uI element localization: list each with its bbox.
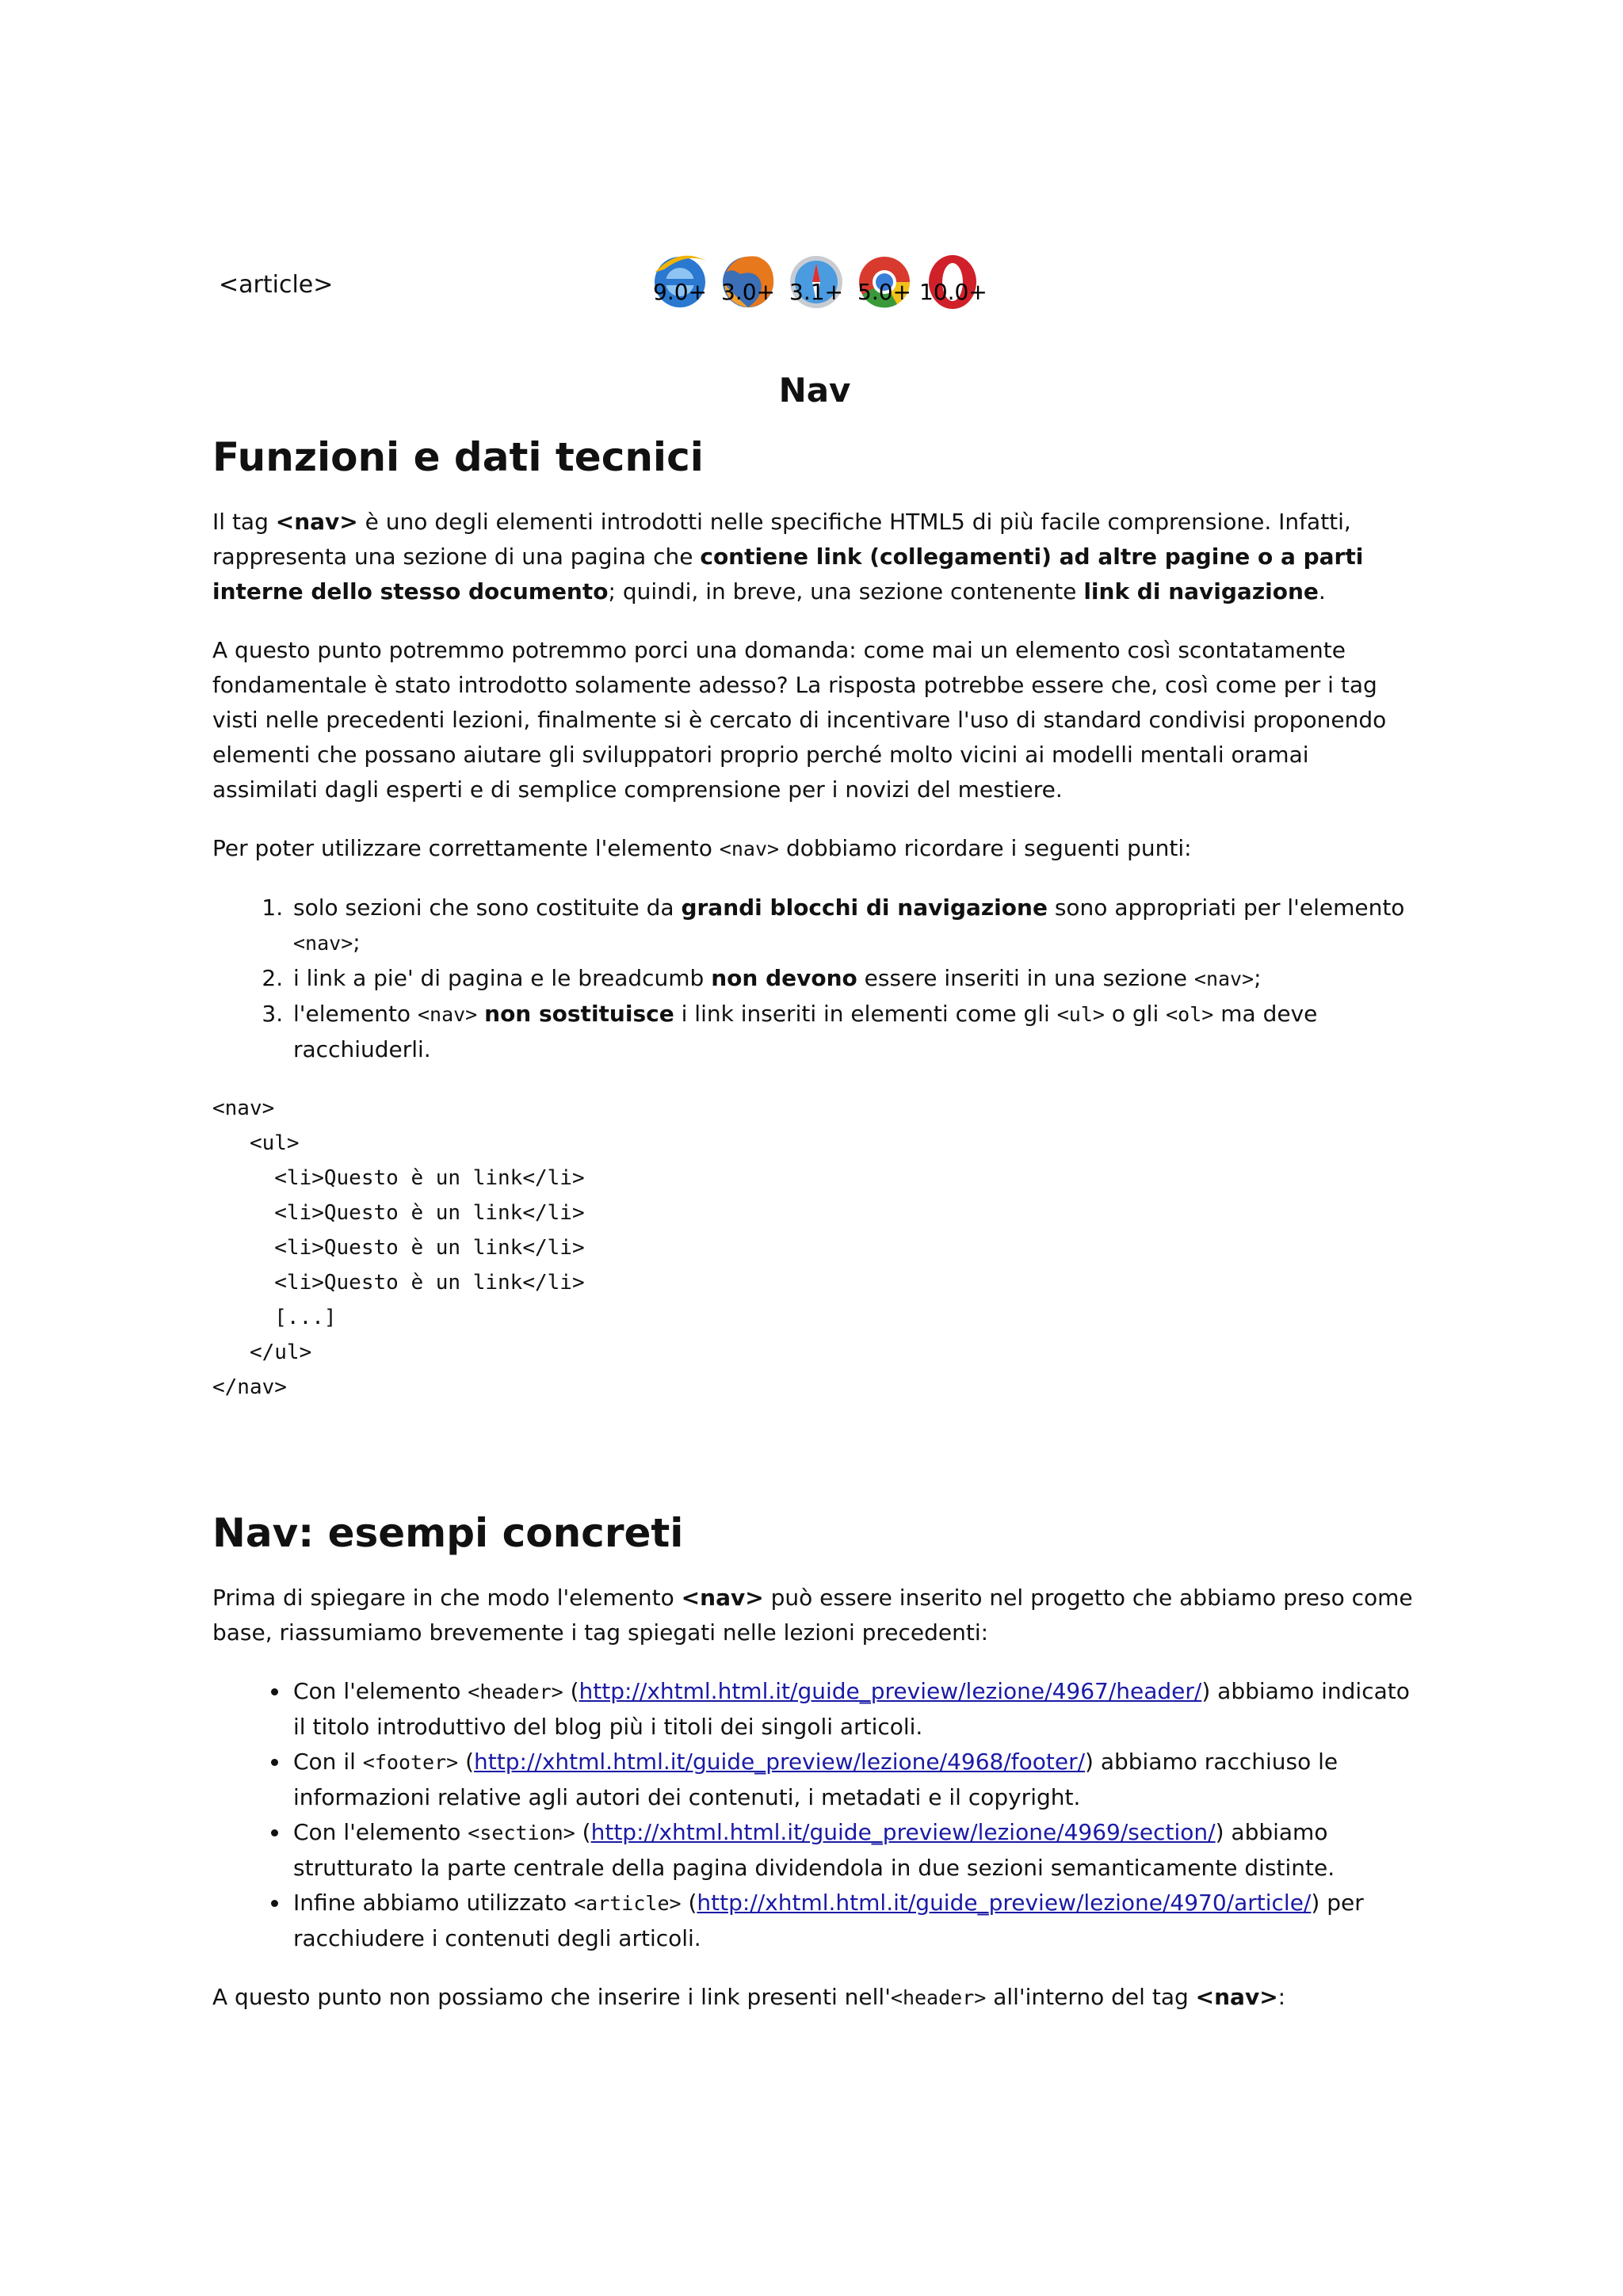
browser-ie	[647, 244, 713, 317]
recap-paragraph: Prima di spiegare in che modo l'elemento <nav> può essere inserito nel progetto che abbiamo preso come base, riassumiamo brevemente i tag spiegati nelle lezioni precedenti:	[212, 1585, 1413, 1646]
ie-version: 9.0+	[653, 279, 707, 305]
closing-paragraph: A questo punto non possiamo che inserire i link presenti nell'<header> all'interno del tag <nav>:	[212, 1984, 1286, 2010]
list-item: • Con il <footer> (http://xhtml.html.it/guide_preview/lezione/4968/footer/) abbiamo racchiuso le informazioni relative agli autori dei contenuti, i metadati e il copyright.	[290, 1745, 1417, 1815]
browser-firefox	[715, 244, 781, 317]
top-navigation-bar	[212, 238, 1417, 317]
safari-version: 3.1+	[789, 279, 843, 305]
section-heading-funzioni: Funzioni e dati tecnici	[212, 434, 704, 480]
rules-list	[212, 891, 1417, 1067]
list-item: 1. solo sezioni che sono costituite da grandi blocchi di navigazione sono appropriati per l'elemento <nav>;	[290, 891, 1417, 961]
firefox-version: 3.0+	[721, 279, 775, 305]
list-item: 2. i link a pie' di pagina e le breadcumb non devono essere inseriti in una sezione <nav>;	[290, 961, 1417, 997]
browser-safari	[783, 244, 850, 317]
code-example: <nav> <ul> <li>Questo è un link</li> <li>Questo è un link</li> <li>Questo è un link</li> <li>Questo è un link</li> [...] </ul> </nav>	[212, 1097, 585, 1399]
list-item: 3. l'elemento <nav> non sostituisce i link inseriti in elementi come gli <ul> o gli <ol> ma deve racchiuderli.	[290, 997, 1417, 1067]
usage-paragraph: Per poter utilizzare correttamente l'elemento <nav> dobbiamo ricordare i seguenti punti:	[212, 835, 1192, 861]
footer-lesson-link[interactable]: http://xhtml.html.it/guide_preview/lezione/4968/footer/	[474, 1749, 1086, 1775]
header-lesson-link[interactable]: http://xhtml.html.it/guide_preview/lezione/4967/header/	[579, 1678, 1202, 1704]
previous-lesson-link[interactable]: <article>	[219, 271, 334, 299]
section-lesson-link[interactable]: http://xhtml.html.it/guide_preview/lezione/4969/section/	[590, 1819, 1216, 1845]
section-heading-esempi: Nav: esempi concreti	[212, 1510, 684, 1556]
browser-chrome	[851, 244, 918, 317]
main-content	[212, 432, 1417, 2039]
chrome-version: 5.0+	[857, 279, 911, 305]
page-title: Nav	[778, 371, 851, 410]
list-item: • Infine abbiamo utilizzato <article> (http://xhtml.html.it/guide_preview/lezione/4970/article/) per racchiudere i contenuti degli articoli.	[290, 1886, 1417, 1956]
article-lesson-link[interactable]: http://xhtml.html.it/guide_preview/lezione/4970/article/	[697, 1890, 1312, 1916]
recap-list	[212, 1674, 1417, 1956]
list-item: • Con l'elemento <section> (http://xhtml.html.it/guide_preview/lezione/4969/section/) abbiamo strutturato la parte centrale della pagina dividendola in due sezioni semanticamente distinte.	[290, 1815, 1417, 1886]
intro-paragraph: Il tag <nav> è uno degli elementi introdotti nelle specifiche HTML5 di più facile comprensione. Infatti, rappresenta una sezione di una pagina che contiene link (collegamenti) ad altre pagine o a parti interne dello stesso documento; quindi, in breve, una sezione contenente link di navigazione.	[212, 509, 1364, 605]
list-item: • Con l'elemento <header> (http://xhtml.html.it/guide_preview/lezione/4967/header/) abbiamo indicato il titolo introduttivo del blog più i titoli dei singoli articoli.	[290, 1674, 1417, 1745]
browser-opera	[919, 244, 986, 317]
question-paragraph: A questo punto potremmo potremmo porci una domanda: come mai un elemento così scontatamente fondamentale è stato introdotto solamente adesso? La risposta potrebbe essere che, così come per i tag visti nelle precedenti lezioni, finalmente si è cercato di incentivare l'uso di standard condivisi proponendo elementi che possano aiutare gli sviluppatori proprio perché molto vicini ai modelli mentali oramai assimilati dagli esperti e di semplice comprensione per i novizi del mestiere.	[212, 637, 1387, 803]
opera-version: 10.0+	[919, 279, 987, 305]
